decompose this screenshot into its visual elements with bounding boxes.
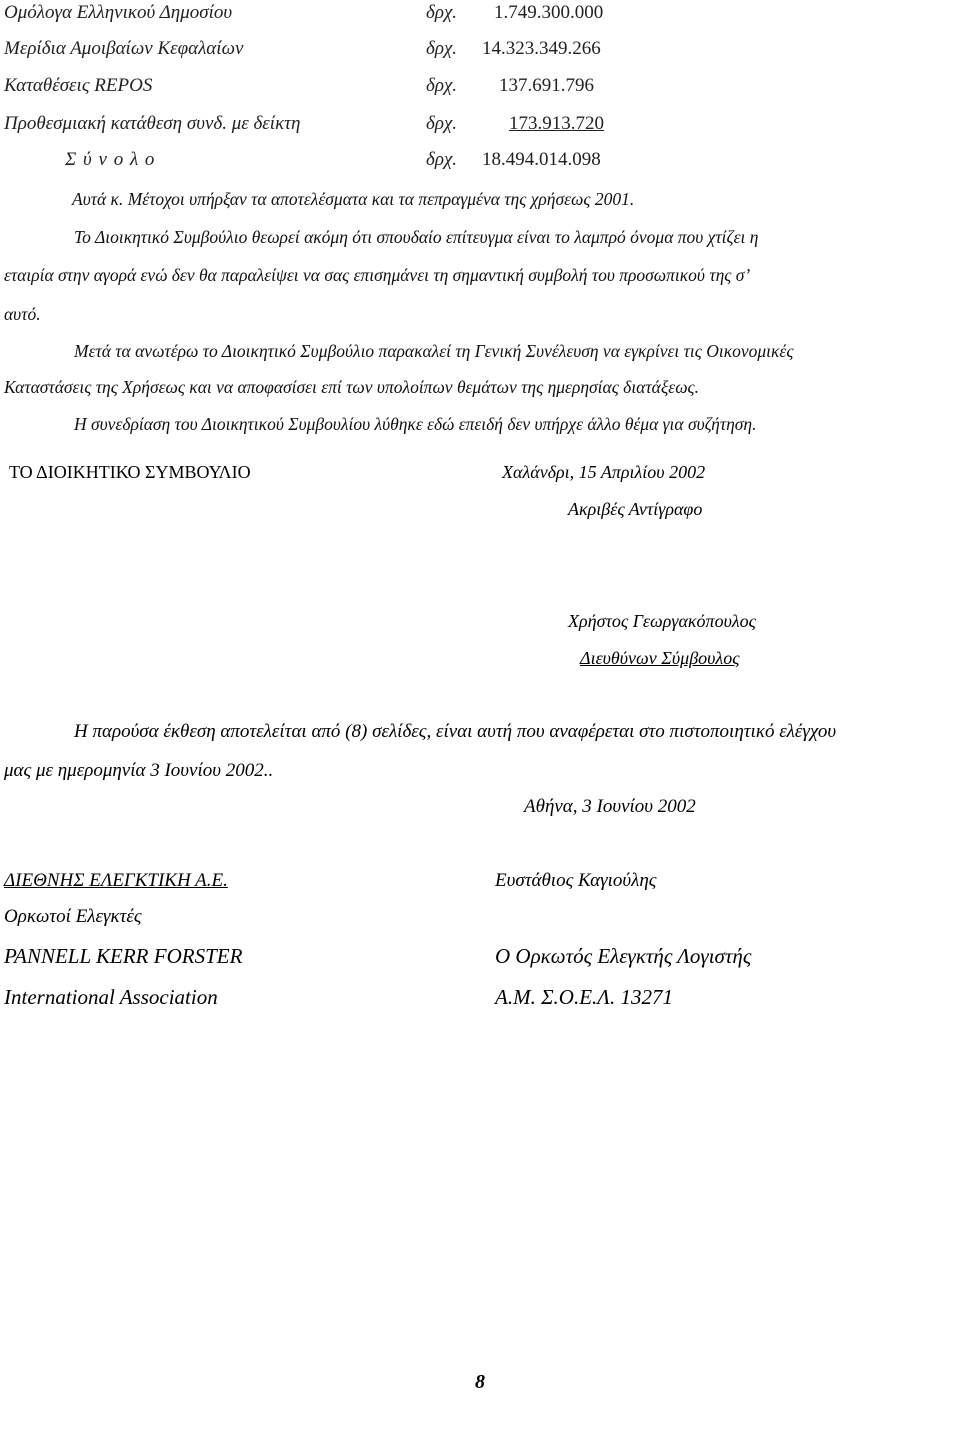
paragraph-closing: Η συνεδρίαση του Διοικητικού Συμβουλίου λύθηκε εδώ επειδή δεν υπήρχε άλλο θέμα για συζήτηση. xyxy=(74,414,757,434)
signer-name: Χρήστος Γεωργακόπουλος xyxy=(568,611,756,631)
paragraph-approval-line: Μετά τα ανωτέρω το Διοικητικό Συμβούλιο παρακαλεί τη Γενική Συνέλευση να εγκρίνει τις Οικονομικές xyxy=(74,341,794,361)
page-number: 8 xyxy=(475,1371,485,1393)
audit-firm-name: ΔΙΕΘΝΗΣ ΕΛΕΓΚΤΙΚΗ Α.Ε. xyxy=(4,870,228,891)
asset-label: Προθεσμιακή κατάθεση συνδ. με δείκτη xyxy=(4,113,301,134)
audit-network-subtitle: International Association xyxy=(4,985,218,1009)
paragraph-reputation-line: εταιρία στην αγορά ενώ δεν θα παραλείψει να σας επισημάνει τη σημαντική συμβολή του προσωπικού της σ’ xyxy=(4,265,751,285)
asset-amount: 173.913.720 xyxy=(509,113,604,134)
certified-copy-label: Ακριβές Αντίγραφο xyxy=(568,499,703,519)
asset-currency: δρχ. xyxy=(426,38,458,59)
asset-label: Ομόλογα Ελληνικού Δημοσίου xyxy=(4,2,233,23)
asset-label: Μερίδια Αμοιβαίων Κεφαλαίων xyxy=(4,38,244,59)
paragraph-approval-line: Καταστάσεις της Χρήσεως και να αποφασίσει επί των υπολοίπων θεμάτων της ημερησίας διατάξεως. xyxy=(4,377,700,397)
asset-currency: δρχ. xyxy=(426,2,458,23)
board-place-date: Χαλάνδρι, 15 Απριλίου 2002 xyxy=(502,462,706,482)
asset-amount: 1.749.300.000 xyxy=(494,2,604,23)
auditor-registry-number: Α.Μ. Σ.Ο.Ε.Λ. 13271 xyxy=(495,985,673,1009)
total-currency: δρχ. xyxy=(426,149,458,170)
paragraph-results: Αυτά κ. Μέτοχοι υπήρξαν τα αποτελέσματα και τα πεπραγμένα της χρήσεως 2001. xyxy=(72,189,635,209)
paragraph-reputation-line: αυτό. xyxy=(4,304,41,324)
audit-place-date: Αθήνα, 3 Ιουνίου 2002 xyxy=(524,796,696,817)
audit-note-line: Η παρούσα έκθεση αποτελείται από (8) σελίδες, είναι αυτή που αναφέρεται στο πιστοποιητικό ελέγχου xyxy=(74,721,837,742)
total-label: Σ ύ ν ο λ ο xyxy=(65,149,156,170)
audit-network-name: PANNELL KERR FORSTER xyxy=(4,944,243,968)
board-heading: ΤΟ ΔΙΟΙΚΗΤΙΚΟ ΣΥΜΒΟΥΛΙΟ xyxy=(9,462,251,482)
auditor-name: Ευστάθιος Καγιούλης xyxy=(495,870,657,891)
auditor-title: Ο Ορκωτός Ελεγκτής Λογιστής xyxy=(495,944,752,968)
asset-amount: 137.691.796 xyxy=(499,75,594,96)
asset-currency: δρχ. xyxy=(426,75,458,96)
audit-firm-subtitle: Ορκωτοί Ελεγκτές xyxy=(4,906,142,927)
asset-amount: 14.323.349.266 xyxy=(482,38,601,59)
audit-note-line: μας με ημερομηνία 3 Ιουνίου 2002.. xyxy=(4,760,274,781)
asset-currency: δρχ. xyxy=(426,113,458,134)
total-amount: 18.494.014.098 xyxy=(482,149,601,170)
signer-title: Διευθύνων Σύμβουλος xyxy=(580,648,740,668)
paragraph-reputation-line: Το Διοικητικό Συμβούλιο θεωρεί ακόμη ότι σπουδαίο επίτευγμα είναι το λαμπρό όνομα που χτίζει η xyxy=(74,227,759,247)
asset-label: Καταθέσεις REPOS xyxy=(4,75,153,96)
